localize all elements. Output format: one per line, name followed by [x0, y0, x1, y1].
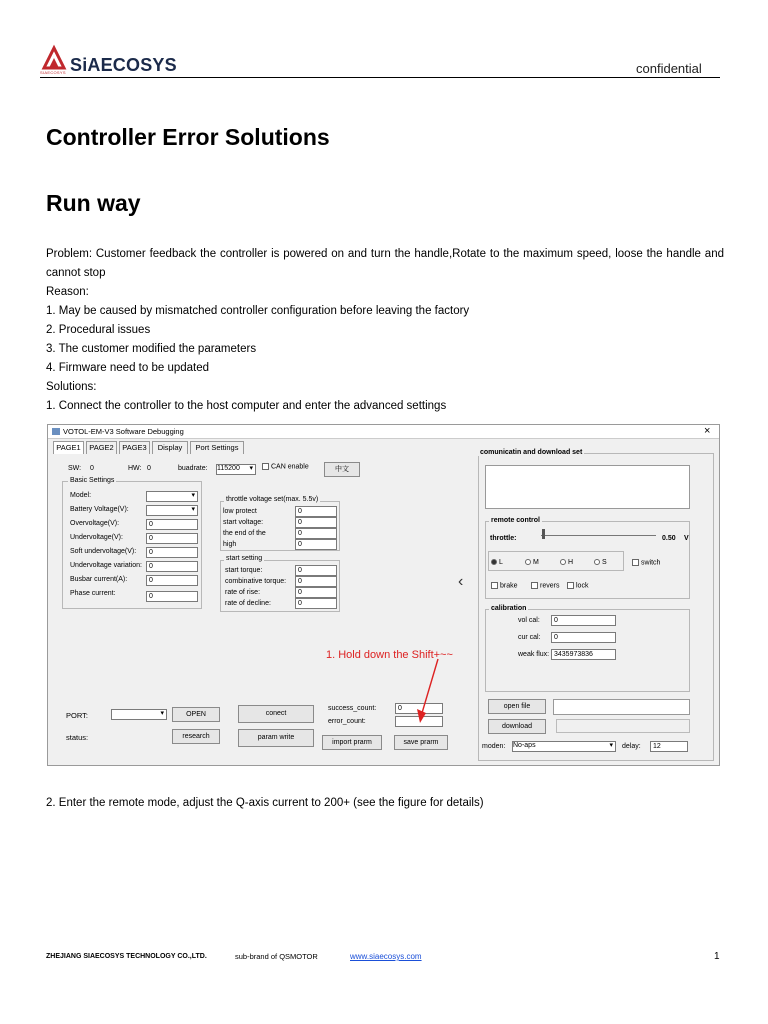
field-label: Undervoltage(V):: [70, 534, 123, 541]
reason-item: 2. Procedural issues: [46, 324, 151, 336]
logo-wordmark: SiAECOSYS: [70, 55, 177, 75]
tab-page2[interactable]: PAGE2: [86, 441, 117, 454]
throttle-unit: V: [684, 535, 689, 542]
mode-label: S: [602, 559, 607, 566]
tab-port-settings[interactable]: Port Settings: [190, 441, 244, 454]
revers-checkbox[interactable]: [531, 582, 559, 589]
moden-select[interactable]: [512, 741, 616, 752]
comm-download-title: comunicatin and download set: [480, 449, 583, 456]
field-label: start torque:: [225, 567, 263, 574]
reason-label: Reason:: [46, 286, 89, 298]
hw-label: HW:: [128, 465, 142, 472]
problem-paragraph: Problem: Customer feedback the controller is powered on and turn the handle,Rotate to the maximum speed, loose the handle and cannot stop: [46, 248, 724, 279]
throttle-value: 0.50: [662, 535, 676, 542]
reason-item: 1. May be caused by mismatched controller configuration before leaving the factory: [46, 305, 470, 317]
lock-checkbox[interactable]: [567, 582, 588, 589]
battery-voltage-select[interactable]: [146, 505, 198, 516]
revers-label: revers: [540, 582, 560, 590]
sw-label: SW:: [68, 465, 82, 472]
chevron-left-icon[interactable]: ‹: [458, 573, 464, 590]
field-label: Undervoltage variation:: [70, 562, 142, 569]
field-label: weak flux:: [518, 651, 550, 658]
can-enable-checkbox[interactable]: [262, 463, 309, 470]
remote-control-title: remote control: [491, 517, 541, 524]
language-button[interactable]: 中文: [324, 462, 360, 477]
software-window: [47, 424, 720, 766]
radio-icon: [560, 559, 566, 565]
header-rule: [40, 77, 720, 78]
rate-of-rise-input[interactable]: 0: [295, 587, 337, 598]
status-label: status:: [66, 733, 89, 742]
high-input[interactable]: 0: [295, 539, 337, 550]
hw-value: 0: [147, 465, 151, 472]
mode-radio-h[interactable]: [560, 559, 573, 566]
section-title: Run way: [46, 190, 141, 216]
moden-label: moden:: [482, 743, 506, 750]
can-enable-label: CAN enable: [271, 463, 309, 471]
open-file-button[interactable]: open file: [488, 699, 546, 714]
mode-label: M: [533, 559, 539, 566]
phase-current-input[interactable]: 0: [146, 591, 198, 602]
mode-label: H: [568, 559, 574, 566]
file-path-input[interactable]: [553, 699, 690, 715]
tab-page1[interactable]: PAGE1: [53, 441, 84, 454]
rate-of-decline-input[interactable]: 0: [295, 598, 337, 609]
reason-item: 3. The customer modified the parameters: [46, 343, 257, 355]
baudrate-select[interactable]: [216, 464, 256, 475]
brake-label: brake: [500, 582, 518, 590]
mode-radio-m[interactable]: [525, 559, 539, 566]
basic-settings-title: Basic Settings: [70, 477, 115, 484]
vol-cal-stepper[interactable]: 0: [551, 615, 616, 626]
baudrate-value: 115200: [217, 465, 240, 472]
radio-icon: [491, 559, 497, 565]
port-label: PORT:: [66, 711, 88, 720]
throttle-slider-thumb[interactable]: [542, 529, 545, 539]
footer-company: ZHEJIANG SIAECOSYS TECHNOLOGY CO.,LTD.: [46, 953, 207, 960]
open-button[interactable]: OPEN: [172, 707, 220, 722]
field-label: Overvoltage(V):: [70, 520, 120, 527]
footer-subbrand: sub-brand of QSMOTOR: [235, 952, 318, 961]
moden-value: No-aps: [513, 742, 536, 749]
mode-radio-l[interactable]: [491, 559, 503, 566]
field-label: rate of rise:: [225, 589, 261, 596]
end-voltage-input[interactable]: 0: [295, 528, 337, 539]
soft-undervoltage-input[interactable]: 0: [146, 547, 198, 558]
switch-label: switch: [641, 559, 661, 567]
log-textarea[interactable]: [485, 465, 690, 509]
shift-annotation: 1. Hold down the Shift+~~: [326, 649, 453, 661]
red-arrow-icon: [408, 657, 448, 725]
download-button[interactable]: download: [488, 719, 546, 734]
field-label: Battery Voltage(V):: [70, 506, 129, 513]
start-torque-input[interactable]: 0: [295, 565, 337, 576]
field-label: low protect: [223, 508, 257, 515]
mode-label: L: [499, 559, 503, 566]
radio-icon: [594, 559, 600, 565]
reason-item: 4. Firmware need to be updated: [46, 362, 210, 374]
overvoltage-input[interactable]: 0: [146, 519, 198, 530]
checkbox-icon: [491, 582, 498, 589]
sw-value: 0: [90, 465, 94, 472]
combinative-torque-input[interactable]: 0: [295, 576, 337, 587]
delay-label: delay:: [622, 743, 641, 750]
solution-step-1: 1. Connect the controller to the host computer and enter the advanced settings: [46, 400, 447, 412]
undervoltage-input[interactable]: 0: [146, 533, 198, 544]
field-label: the end of the: [223, 530, 266, 537]
document-title: Controller Error Solutions: [46, 124, 330, 150]
logo-subtext: SIAECOSYS: [40, 70, 66, 75]
mode-radio-s[interactable]: [594, 559, 607, 566]
save-param-button[interactable]: save prarm: [394, 735, 448, 750]
tab-page3[interactable]: PAGE3: [119, 441, 150, 454]
param-write-button[interactable]: param write: [238, 729, 314, 747]
throttle-voltage-title: throttle voltage set(max. 5.5v): [226, 496, 319, 503]
baudrate-label: buadrate:: [178, 465, 208, 472]
checkbox-icon: [567, 582, 574, 589]
field-label: combinative torque:: [225, 578, 287, 585]
tab-display[interactable]: Display: [152, 441, 188, 454]
field-label: Soft undervoltage(V):: [70, 548, 137, 555]
delay-input[interactable]: 12: [650, 741, 688, 752]
weak-flux-stepper[interactable]: 3435973836: [551, 649, 616, 660]
research-button[interactable]: research: [172, 729, 220, 744]
low-protect-input[interactable]: 0: [295, 506, 337, 517]
calibration-title: calibration: [491, 605, 527, 612]
checkbox-icon: [632, 559, 639, 566]
field-label: vol cal:: [518, 617, 540, 624]
start-voltage-input[interactable]: 0: [295, 517, 337, 528]
port-select[interactable]: [111, 709, 167, 720]
import-param-button[interactable]: import prarm: [322, 735, 382, 750]
error-count-label: error_count:: [328, 718, 366, 725]
checkbox-icon: [531, 582, 538, 589]
cur-cal-stepper[interactable]: 0: [551, 632, 616, 643]
throttle-slider-track[interactable]: [541, 535, 656, 536]
lock-label: lock: [576, 582, 589, 590]
app-icon: [52, 428, 60, 435]
confidential-label: confidential: [636, 61, 702, 76]
brake-checkbox[interactable]: [491, 582, 518, 589]
radio-icon: [525, 559, 531, 565]
solutions-label: Solutions:: [46, 381, 97, 393]
conect-button[interactable]: conect: [238, 705, 314, 723]
start-setting-title: start setting: [226, 555, 263, 562]
download-progress: [556, 719, 690, 733]
field-label: start voltage:: [223, 519, 264, 526]
field-label: Busbar current(A):: [70, 576, 128, 583]
field-label: high: [223, 541, 237, 548]
solution-step-2: 2. Enter the remote mode, adjust the Q-axis current to 200+ (see the figure for details): [46, 797, 484, 809]
window-title: VOTOL-EM-V3 Software Debugging: [63, 427, 184, 436]
throttle-label: throttle:: [490, 535, 517, 542]
success-count-label: success_count:: [328, 705, 377, 712]
success-count-input[interactable]: 0: [395, 703, 443, 714]
model-select[interactable]: [146, 491, 198, 502]
undervoltage-variation-input[interactable]: 0: [146, 561, 198, 572]
field-label: Phase current:: [70, 590, 116, 597]
checkbox-icon: [262, 463, 269, 470]
switch-checkbox[interactable]: [632, 559, 660, 566]
close-icon[interactable]: ×: [704, 425, 711, 437]
page-number: 1: [714, 951, 720, 962]
busbar-current-input[interactable]: 0: [146, 575, 198, 586]
footer-website-link[interactable]: www.siaecosys.com: [350, 952, 422, 961]
field-label: Model:: [70, 492, 92, 499]
field-label: rate of decline:: [225, 600, 271, 607]
field-label: cur cal:: [518, 634, 541, 641]
